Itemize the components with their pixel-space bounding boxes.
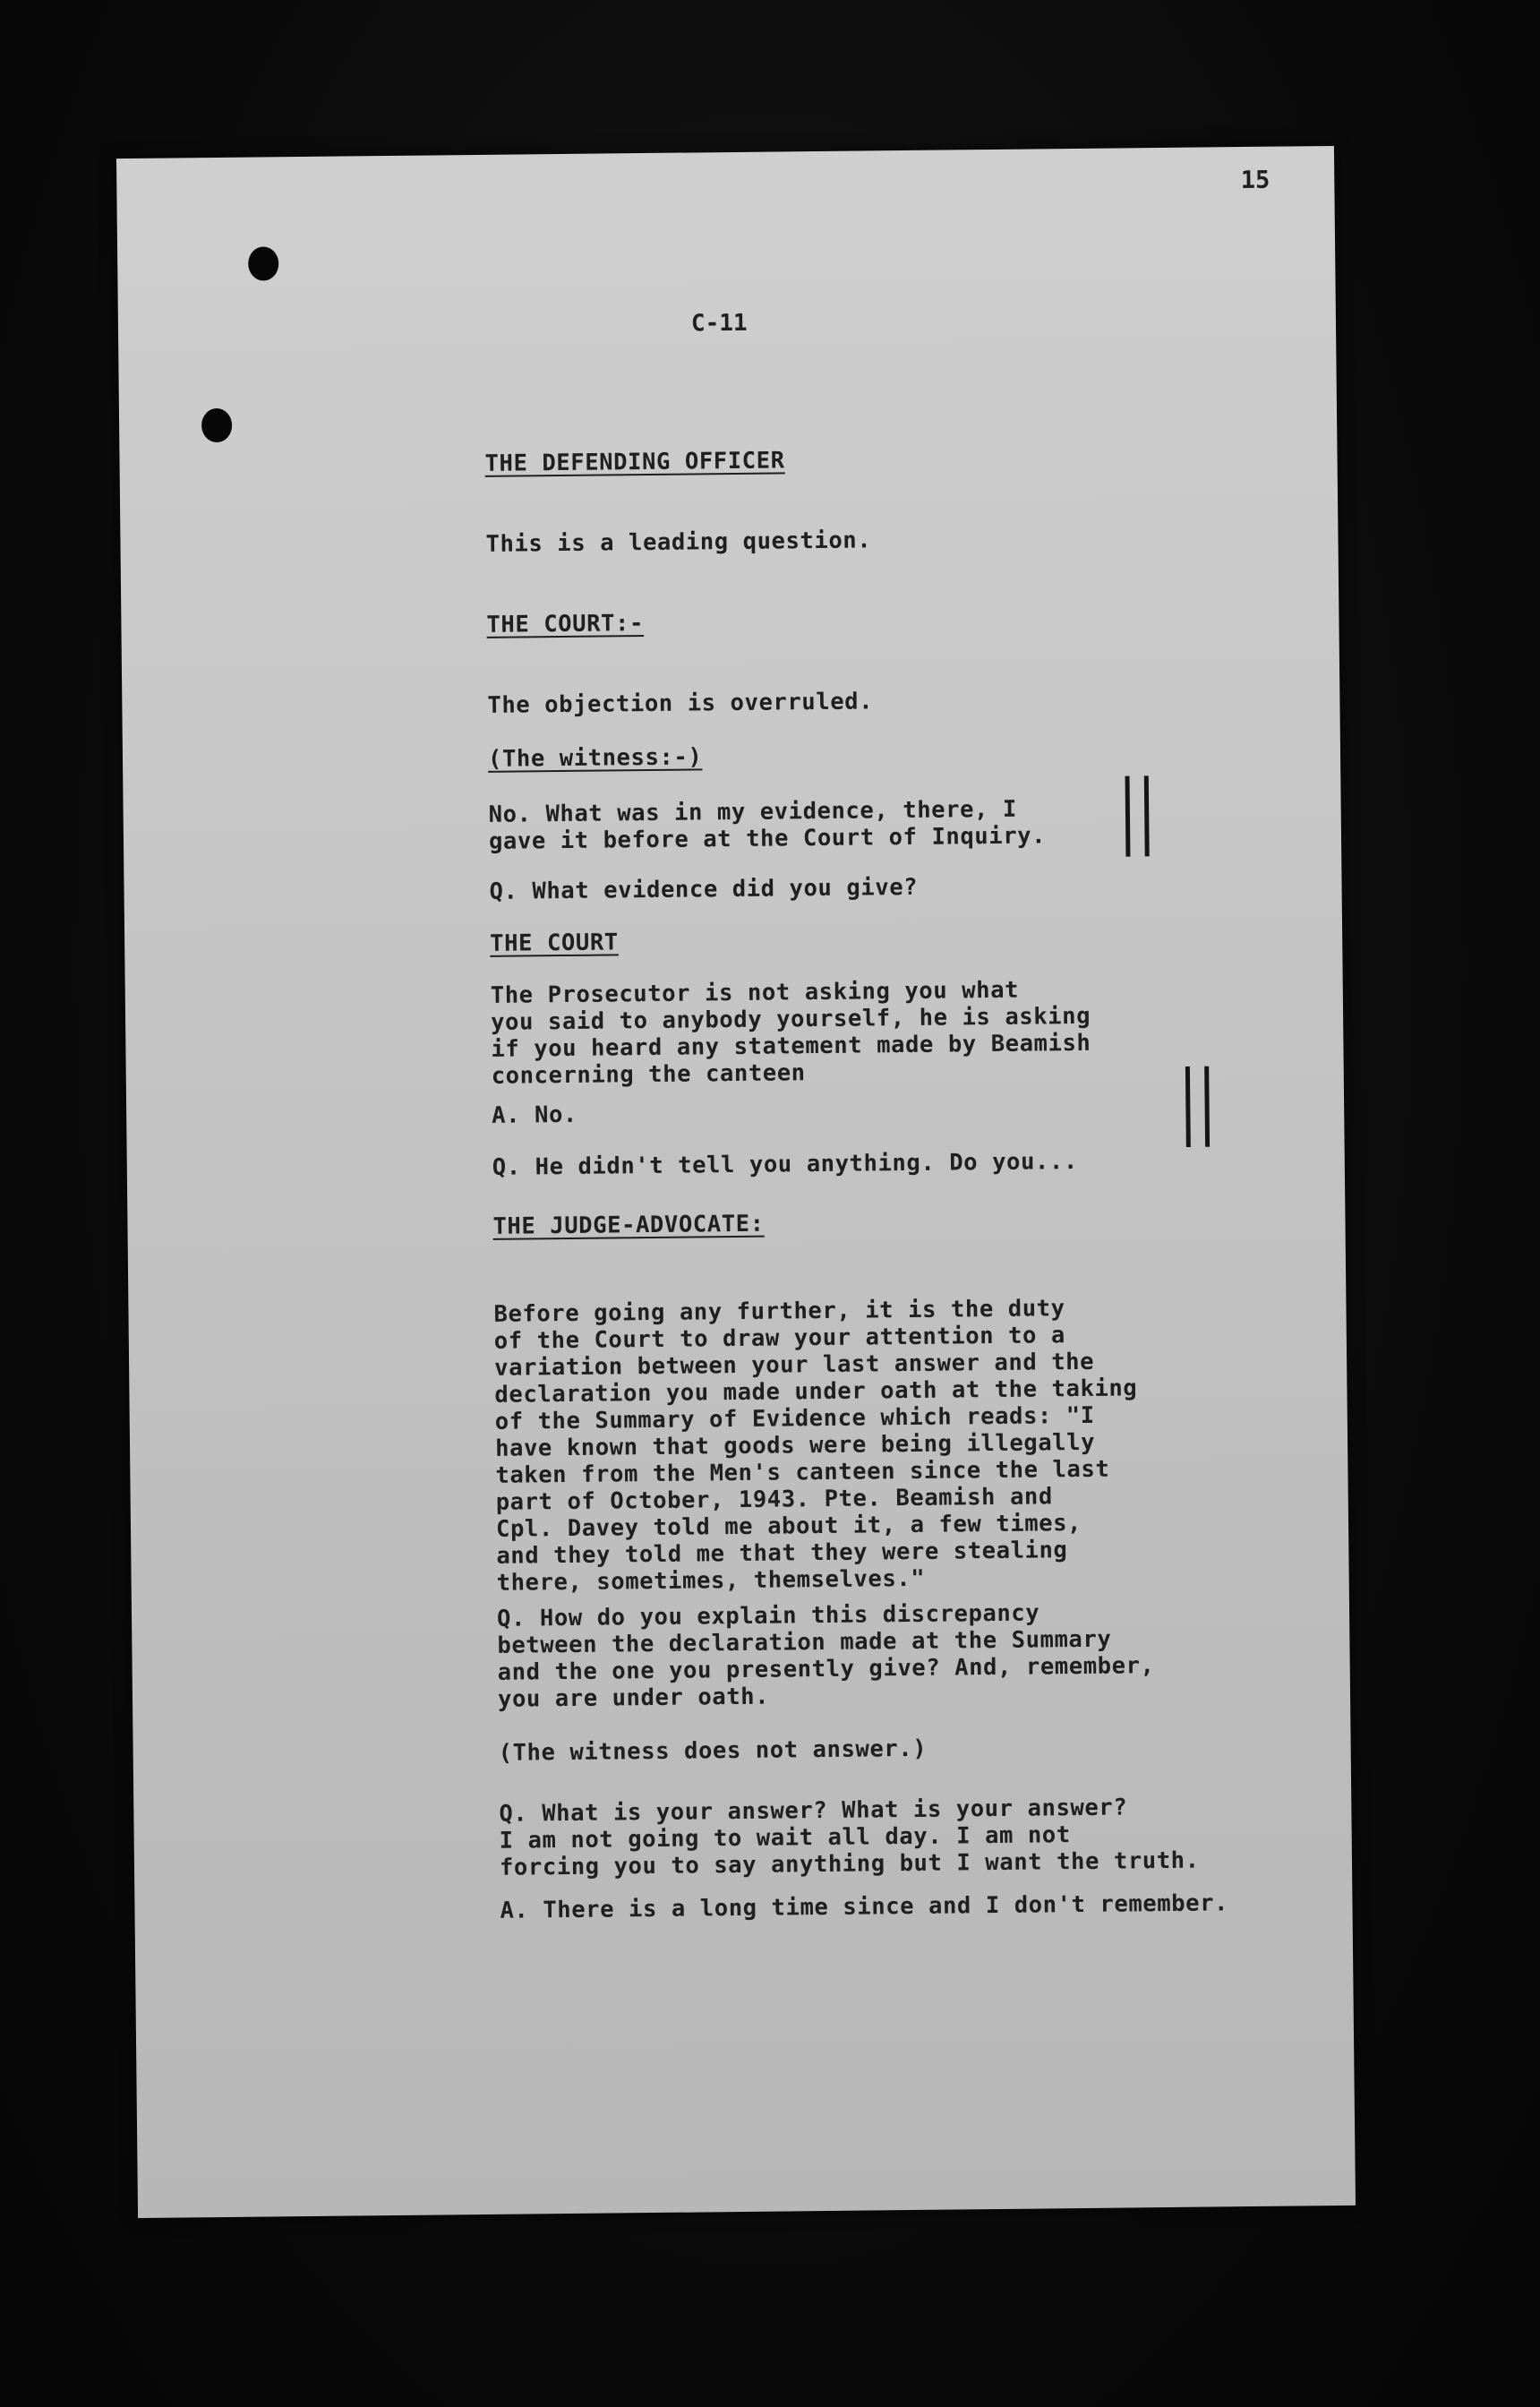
heading-judge-advocate: THE JUDGE-ADVOCATE: — [492, 1210, 765, 1240]
punch-hole-top — [248, 246, 278, 280]
heading-the-court-2: THE COURT — [490, 929, 619, 957]
punch-hole-bottom — [201, 408, 232, 442]
court-ruling: The objection is overruled. — [487, 688, 874, 719]
heading-the-court: THE COURT:- — [486, 610, 645, 638]
witness-label: (The witness:-) — [487, 743, 703, 773]
defending-officer-statement: This is a leading question. — [485, 527, 872, 558]
margin-mark-2: || — [1177, 1053, 1218, 1148]
court-clarification: The Prosecutor is not asking you what you said to anybody yourself, he is asking if you heard any statement made by Beamish concerning the canteen — [490, 976, 1091, 1090]
judge-advocate-statement: Before going any further, it is the duty of the Court to draw your attention to a variation between your last answer and the declaration you made under oath at the taking of the Summary of Evidence which reads: "I have known that goods were being illegally taken from the Men's canteen since the last part of October, 1943. Pte. Beamish and Cpl. Davey told me about it, a few times, and they told me that they were stealing there, sometimes, themselves." — [493, 1295, 1138, 1597]
document-code: C-11 — [690, 309, 748, 338]
question-discrepancy: Q. How do you explain this discrepancy between the declaration made at the Summary and the one you presently give? And, remember, you are under oath. — [496, 1599, 1155, 1713]
answer-no: A. No. — [492, 1101, 578, 1129]
witness-answer: No. What was in my evidence, there, I gave it before at the Court of Inquiry. — [488, 795, 1047, 855]
question-evidence: Q. What evidence did you give? — [489, 873, 919, 905]
question-what-is-answer: Q. What is your answer? What is your answer? I am not going to wait all day. I am not forcing you to say anything but I want the truth. — [499, 1794, 1200, 1881]
question-didnt-tell: Q. He didn't tell you anything. Do you... — [492, 1148, 1078, 1181]
answer-dont-remember: A. There is a long time since and I don't remember. — [500, 1889, 1229, 1924]
witness-silent-note: (The witness does not answer.) — [498, 1735, 928, 1767]
heading-defending-officer: THE DEFENDING OFFICER — [484, 447, 785, 477]
margin-mark-1: || — [1117, 763, 1157, 858]
page-number: 15 — [1240, 166, 1270, 195]
document-page — [116, 146, 1356, 2218]
